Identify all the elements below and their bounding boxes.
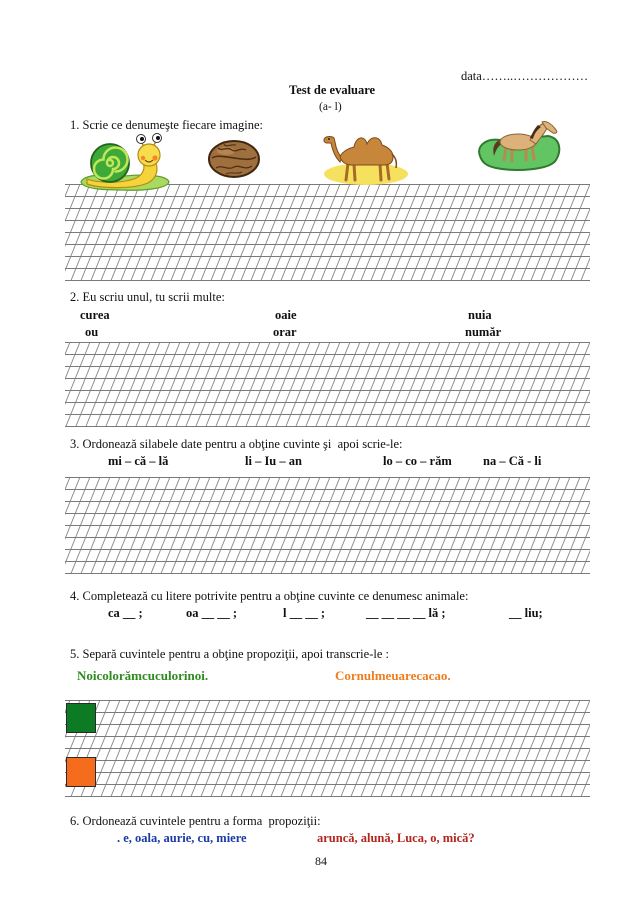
singular-word: curea (80, 308, 110, 322)
horse-icon (476, 116, 562, 172)
syllable-group: li – Iu – an (245, 454, 302, 468)
syllable-group: lo – co – răm (383, 454, 452, 468)
horizontal-ruling (65, 342, 590, 427)
exercise-5-instruction: 5. Separă cuvintele pentru a obţine propoziţii, apoi transcrie-le : (70, 647, 389, 661)
exercise-4-instruction: 4. Completează cu litere potrivite pentru a obţine cuvinte ce denumesc animale: (70, 589, 469, 603)
writing-lines (65, 342, 590, 427)
incomplete-word: __ liu; (509, 606, 543, 620)
exercise-6-instruction: 6. Ordonează cuvintele pentru a forma propoziţii: (70, 814, 321, 828)
exercise-3-instruction: 3. Ordonează silabele date pentru a obţine cuvinte şi apoi scrie-le: (70, 437, 403, 451)
horizontal-ruling (65, 184, 590, 281)
singular-word: număr (465, 325, 502, 339)
syllable-group: na – Că - li (483, 454, 542, 468)
singular-word: ou (85, 325, 99, 339)
incomplete-word: oa __ __ ; (186, 606, 238, 620)
singular-word: orar (273, 325, 297, 339)
horizontal-ruling (65, 700, 590, 797)
writing-lines (65, 184, 590, 281)
singular-word: nuia (468, 308, 492, 322)
scrambled-sentence-blue: . e, oala, aurie, cu, miere (117, 831, 247, 845)
singular-word: oaie (275, 308, 297, 322)
green-color-box (66, 703, 96, 733)
snail-icon (78, 133, 173, 191)
horizontal-ruling (65, 477, 590, 574)
scrambled-sentence-red: aruncă, alună, Luca, o, mică? (317, 831, 475, 845)
merged-sentence-orange: Cornulmeuarecacao. (335, 668, 451, 683)
test-subtitle: (a- l) (319, 101, 342, 113)
incomplete-word: l __ __ ; (283, 606, 326, 620)
writing-lines (65, 700, 590, 797)
incomplete-word: __ __ __ __ lă ; (366, 606, 446, 620)
orange-color-box (66, 757, 96, 787)
date-line: data……..……………… (461, 69, 589, 83)
syllable-group: mi – că – lă (108, 454, 169, 468)
writing-lines (65, 477, 590, 574)
incomplete-word: ca __ ; (108, 606, 143, 620)
exercise-1-instruction: 1. Scrie ce denumeşte fiecare imagine: (70, 118, 263, 132)
page-number: 84 (315, 854, 327, 868)
walnut-icon (206, 138, 262, 180)
exercise-2-instruction: 2. Eu scriu unul, tu scrii multe: (70, 290, 225, 304)
merged-sentence-green: Noicolorămcuculorinoi. (77, 668, 209, 683)
camel-icon (320, 126, 410, 186)
test-title: Test de evaluare (289, 83, 376, 97)
